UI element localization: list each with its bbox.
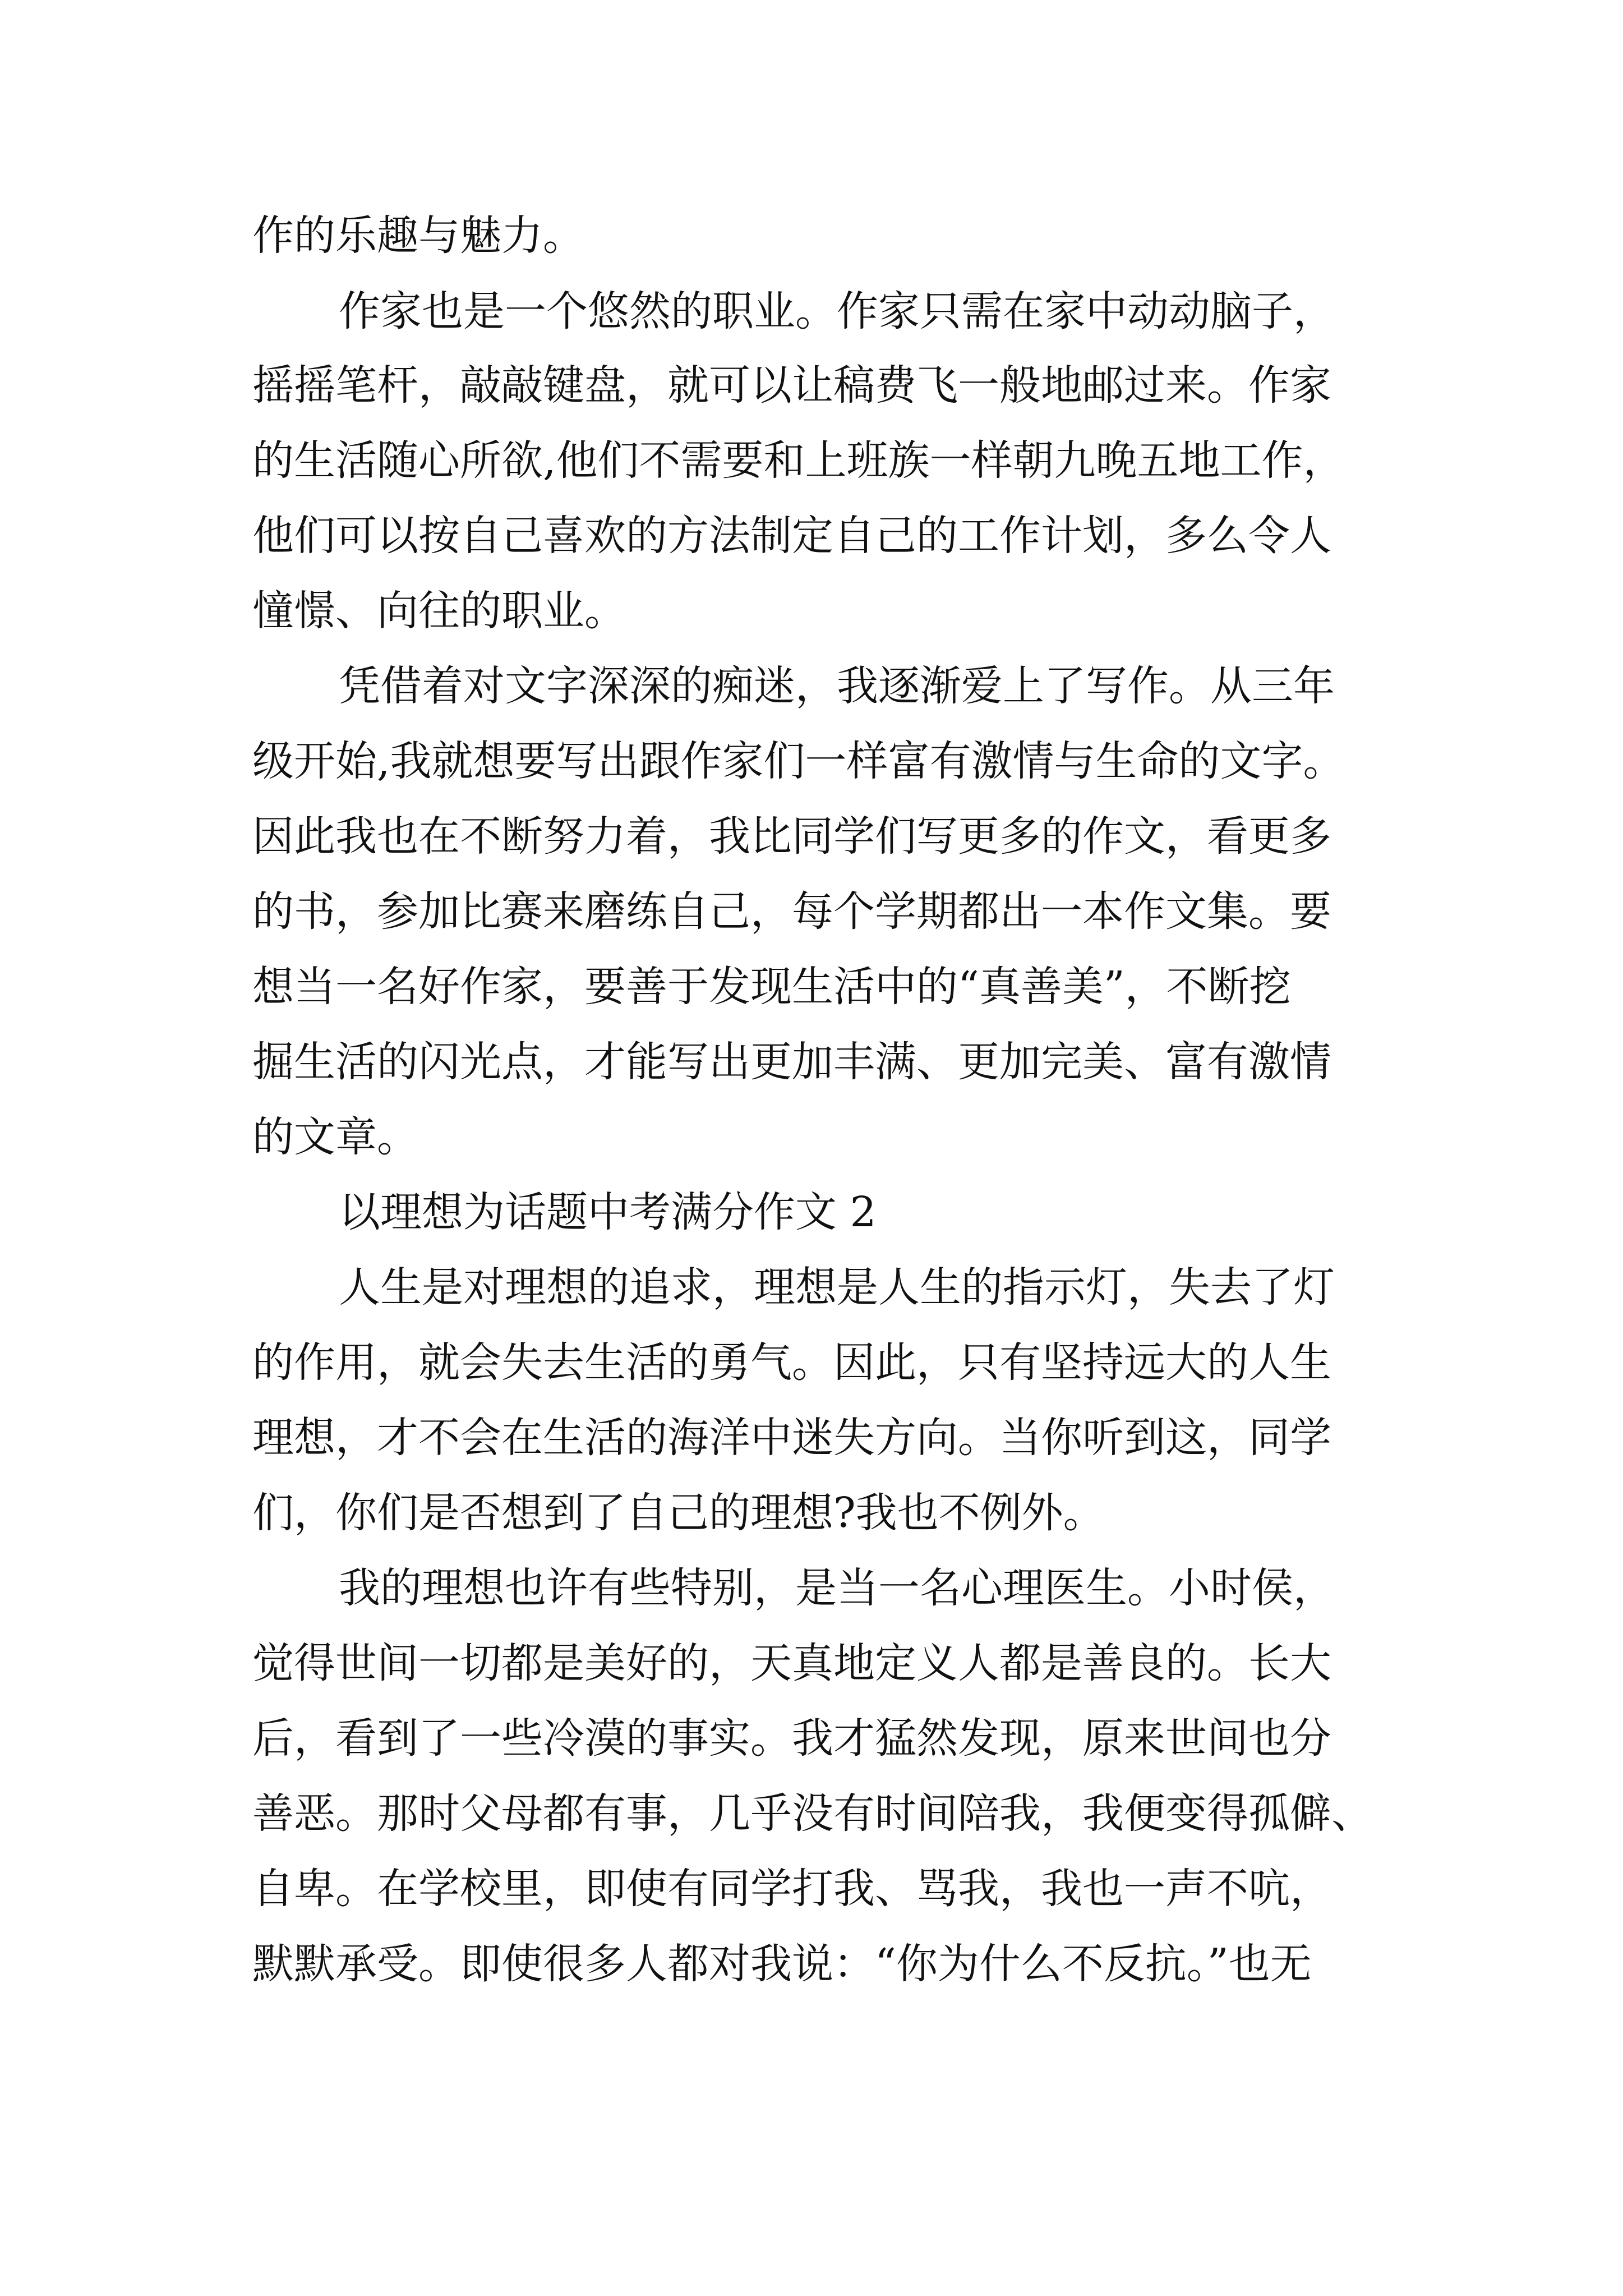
paragraph-line: 作的乐趣与魅力。 [252, 211, 584, 260]
paragraph-line: 因此我也在不断努力着，我比同学们写更多的作文，看更多 [252, 812, 1331, 861]
paragraph-line: 凭借着对文字深深的痴迷，我逐渐爱上了写作。从三年 [339, 662, 1335, 710]
paragraph-line: 善恶。那时父母都有事，几乎没有时间陪我，我便变得孤僻、 [252, 1789, 1373, 1838]
paragraph-line: 们，你们是否想到了自己的理想?我也不例外。 [252, 1489, 1105, 1537]
paragraph-line: 他们可以按自己喜欢的方法制定自己的工作计划，多么令人 [252, 512, 1331, 560]
paragraph-line: 人生是对理想的追求，理想是人生的指示灯，失去了灯 [339, 1263, 1335, 1312]
paragraph-line: 后，看到了一些冷漠的事实。我才猛然发现，原来世间也分 [252, 1714, 1331, 1763]
paragraph-line: 摇摇笔杆，敲敲键盘，就可以让稿费飞一般地邮过来。作家 [252, 361, 1331, 409]
paragraph-line: 觉得世间一切都是美好的，天真地定义人都是善良的。长大 [252, 1639, 1331, 1687]
paragraph-line: 想当一名好作家，要善于发现生活中的“真善美”，不断挖 [252, 963, 1291, 1011]
paragraph-line: 憧憬、向往的职业。 [252, 587, 626, 635]
paragraph-line: 的作用，就会失去生活的勇气。因此，只有坚持远大的人生 [252, 1338, 1331, 1387]
section-heading: 以理想为话题中考满分作文 2 [339, 1188, 877, 1236]
paragraph-line: 级开始,我就想要写出跟作家们一样富有激情与生命的文字。 [252, 737, 1345, 785]
paragraph-line: 的生活随心所欲,他们不需要和上班族一样朝九晚五地工作， [252, 436, 1345, 485]
paragraph-line: 自卑。在学校里，即使有同学打我、骂我，我也一声不吭， [252, 1865, 1331, 1913]
paragraph-line: 的文章。 [252, 1113, 418, 1161]
paragraph-line: 默默承受。即使很多人都对我说：“你为什么不反抗。”也无 [252, 1940, 1312, 1988]
paragraph-line: 作家也是一个悠然的职业。作家只需在家中动动脑子， [339, 287, 1335, 335]
paragraph-line: 我的理想也许有些特别，是当一名心理医生。小时侯， [339, 1564, 1335, 1612]
paragraph-line: 理想，才不会在生活的海洋中迷失方向。当你听到这，同学 [252, 1414, 1331, 1462]
paragraph-line: 的书，参加比赛来磨练自己，每个学期都出一本作文集。要 [252, 887, 1331, 936]
paragraph-line: 掘生活的闪光点，才能写出更加丰满、更加完美、富有激情 [252, 1038, 1331, 1086]
